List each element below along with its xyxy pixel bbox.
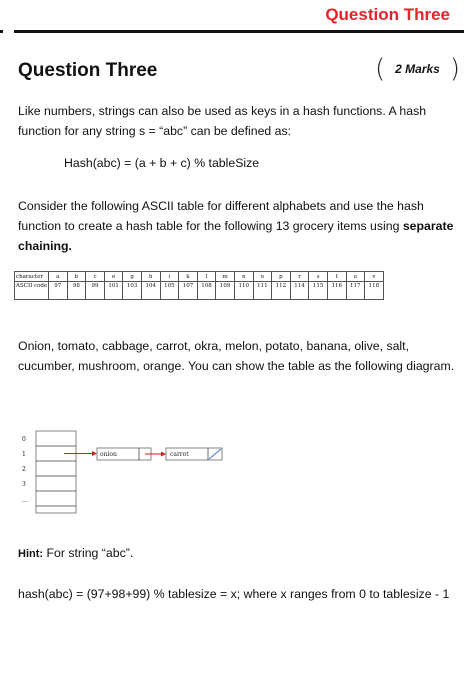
chain-node-label: carrot	[170, 451, 189, 458]
ascii-code-cell: 114	[290, 282, 309, 300]
ascii-char-cell: n	[234, 272, 253, 282]
bucket-array	[36, 431, 76, 513]
ascii-code-cell: 117	[346, 282, 365, 300]
ascii-code-cell: 110	[234, 282, 253, 300]
marks-paren-close: )	[449, 54, 460, 84]
hint	[18, 546, 133, 560]
ascii-code-cell: 111	[253, 282, 272, 300]
paragraph-hash-example: hash(abc) = (97+98+99) % tablesize = x; where x ranges from 0 to tablesize - 1	[18, 587, 450, 601]
bucket-index: 3	[22, 481, 26, 488]
ascii-char-cell: u	[346, 272, 365, 282]
ascii-code-cell: 105	[160, 282, 179, 300]
ascii-char-cell: l	[197, 272, 216, 282]
ascii-char-cell: g	[123, 272, 142, 282]
marks-box	[375, 52, 460, 86]
ascii-row-label: ASCII code	[15, 282, 49, 300]
ascii-code-cell: 98	[67, 282, 86, 300]
ascii-char-cell: m	[216, 272, 235, 282]
header-title: Question Three	[325, 5, 450, 24]
ascii-char-cell: r	[290, 272, 309, 282]
bucket-index: ...	[22, 497, 28, 504]
ascii-char-cell: t	[327, 272, 346, 282]
ascii-char-cell: s	[309, 272, 328, 282]
paragraph-instructions	[18, 196, 458, 256]
header-rule	[14, 30, 464, 33]
ascii-code-cell: 108	[197, 282, 216, 300]
ascii-code-cell: 101	[104, 282, 123, 300]
instructions-text: Consider the following ASCII table for different alphabets and use the hash function to create a hash table for the following 13 grocery items using	[18, 199, 424, 233]
marks-label: 2 Marks	[395, 62, 440, 76]
hash-formula: Hash(abc) = (a + b + c) % tableSize	[64, 156, 260, 170]
ascii-char-row	[15, 272, 384, 282]
ascii-code-cell: 116	[327, 282, 346, 300]
ascii-code-row	[15, 282, 384, 300]
marks-paren-open: (	[374, 54, 386, 84]
ascii-char-cell: h	[141, 272, 160, 282]
ascii-char-cell: o	[253, 272, 272, 282]
ascii-char-cell: a	[49, 272, 68, 282]
bucket-index: 1	[22, 451, 26, 458]
null-pointer-slash	[209, 449, 221, 459]
arrow-head	[161, 452, 166, 457]
ascii-code-cell: 104	[141, 282, 160, 300]
ascii-char-cell: v	[365, 272, 384, 282]
ascii-code-cell: 97	[49, 282, 68, 300]
ascii-code-cell: 99	[86, 282, 105, 300]
ascii-code-cell: 103	[123, 282, 142, 300]
ascii-code-cell: 107	[179, 282, 198, 300]
hint-text: For string “abc”.	[43, 546, 134, 560]
chain-node-label: onion	[100, 451, 117, 458]
ascii-char-cell: p	[272, 272, 291, 282]
ascii-row-label: character	[15, 272, 49, 282]
ascii-code-cell: 118	[365, 282, 384, 300]
ascii-char-cell: e	[104, 272, 123, 282]
paragraph-items: Onion, tomato, cabbage, carrot, okra, melon, potato, banana, olive, salt, cucumber, mushroom, orange. You can show the table as the following diagram.	[18, 339, 455, 373]
bucket-index: 2	[22, 466, 26, 473]
ascii-char-cell: i	[160, 272, 179, 282]
ascii-char-cell: b	[67, 272, 86, 282]
ascii-code-cell: 112	[272, 282, 291, 300]
ascii-char-cell: k	[179, 272, 198, 282]
ascii-char-cell: c	[86, 272, 105, 282]
hint-label: Hint:	[18, 548, 44, 560]
ascii-code-cell: 109	[216, 282, 235, 300]
question-title: Question Three	[18, 60, 158, 81]
arrow-head	[92, 451, 97, 456]
ascii-code-cell: 115	[309, 282, 328, 300]
header-rule-tick	[0, 30, 3, 33]
chaining-diagram	[0, 425, 474, 525]
ascii-table	[14, 271, 384, 300]
instructions-bold: separate chaining.	[18, 219, 454, 253]
paragraph-intro: Like numbers, strings can also be used as keys in a hash functions. A hash function for any string s = “abc” can be defined as:	[18, 104, 427, 138]
bucket-index: 0	[22, 436, 26, 443]
